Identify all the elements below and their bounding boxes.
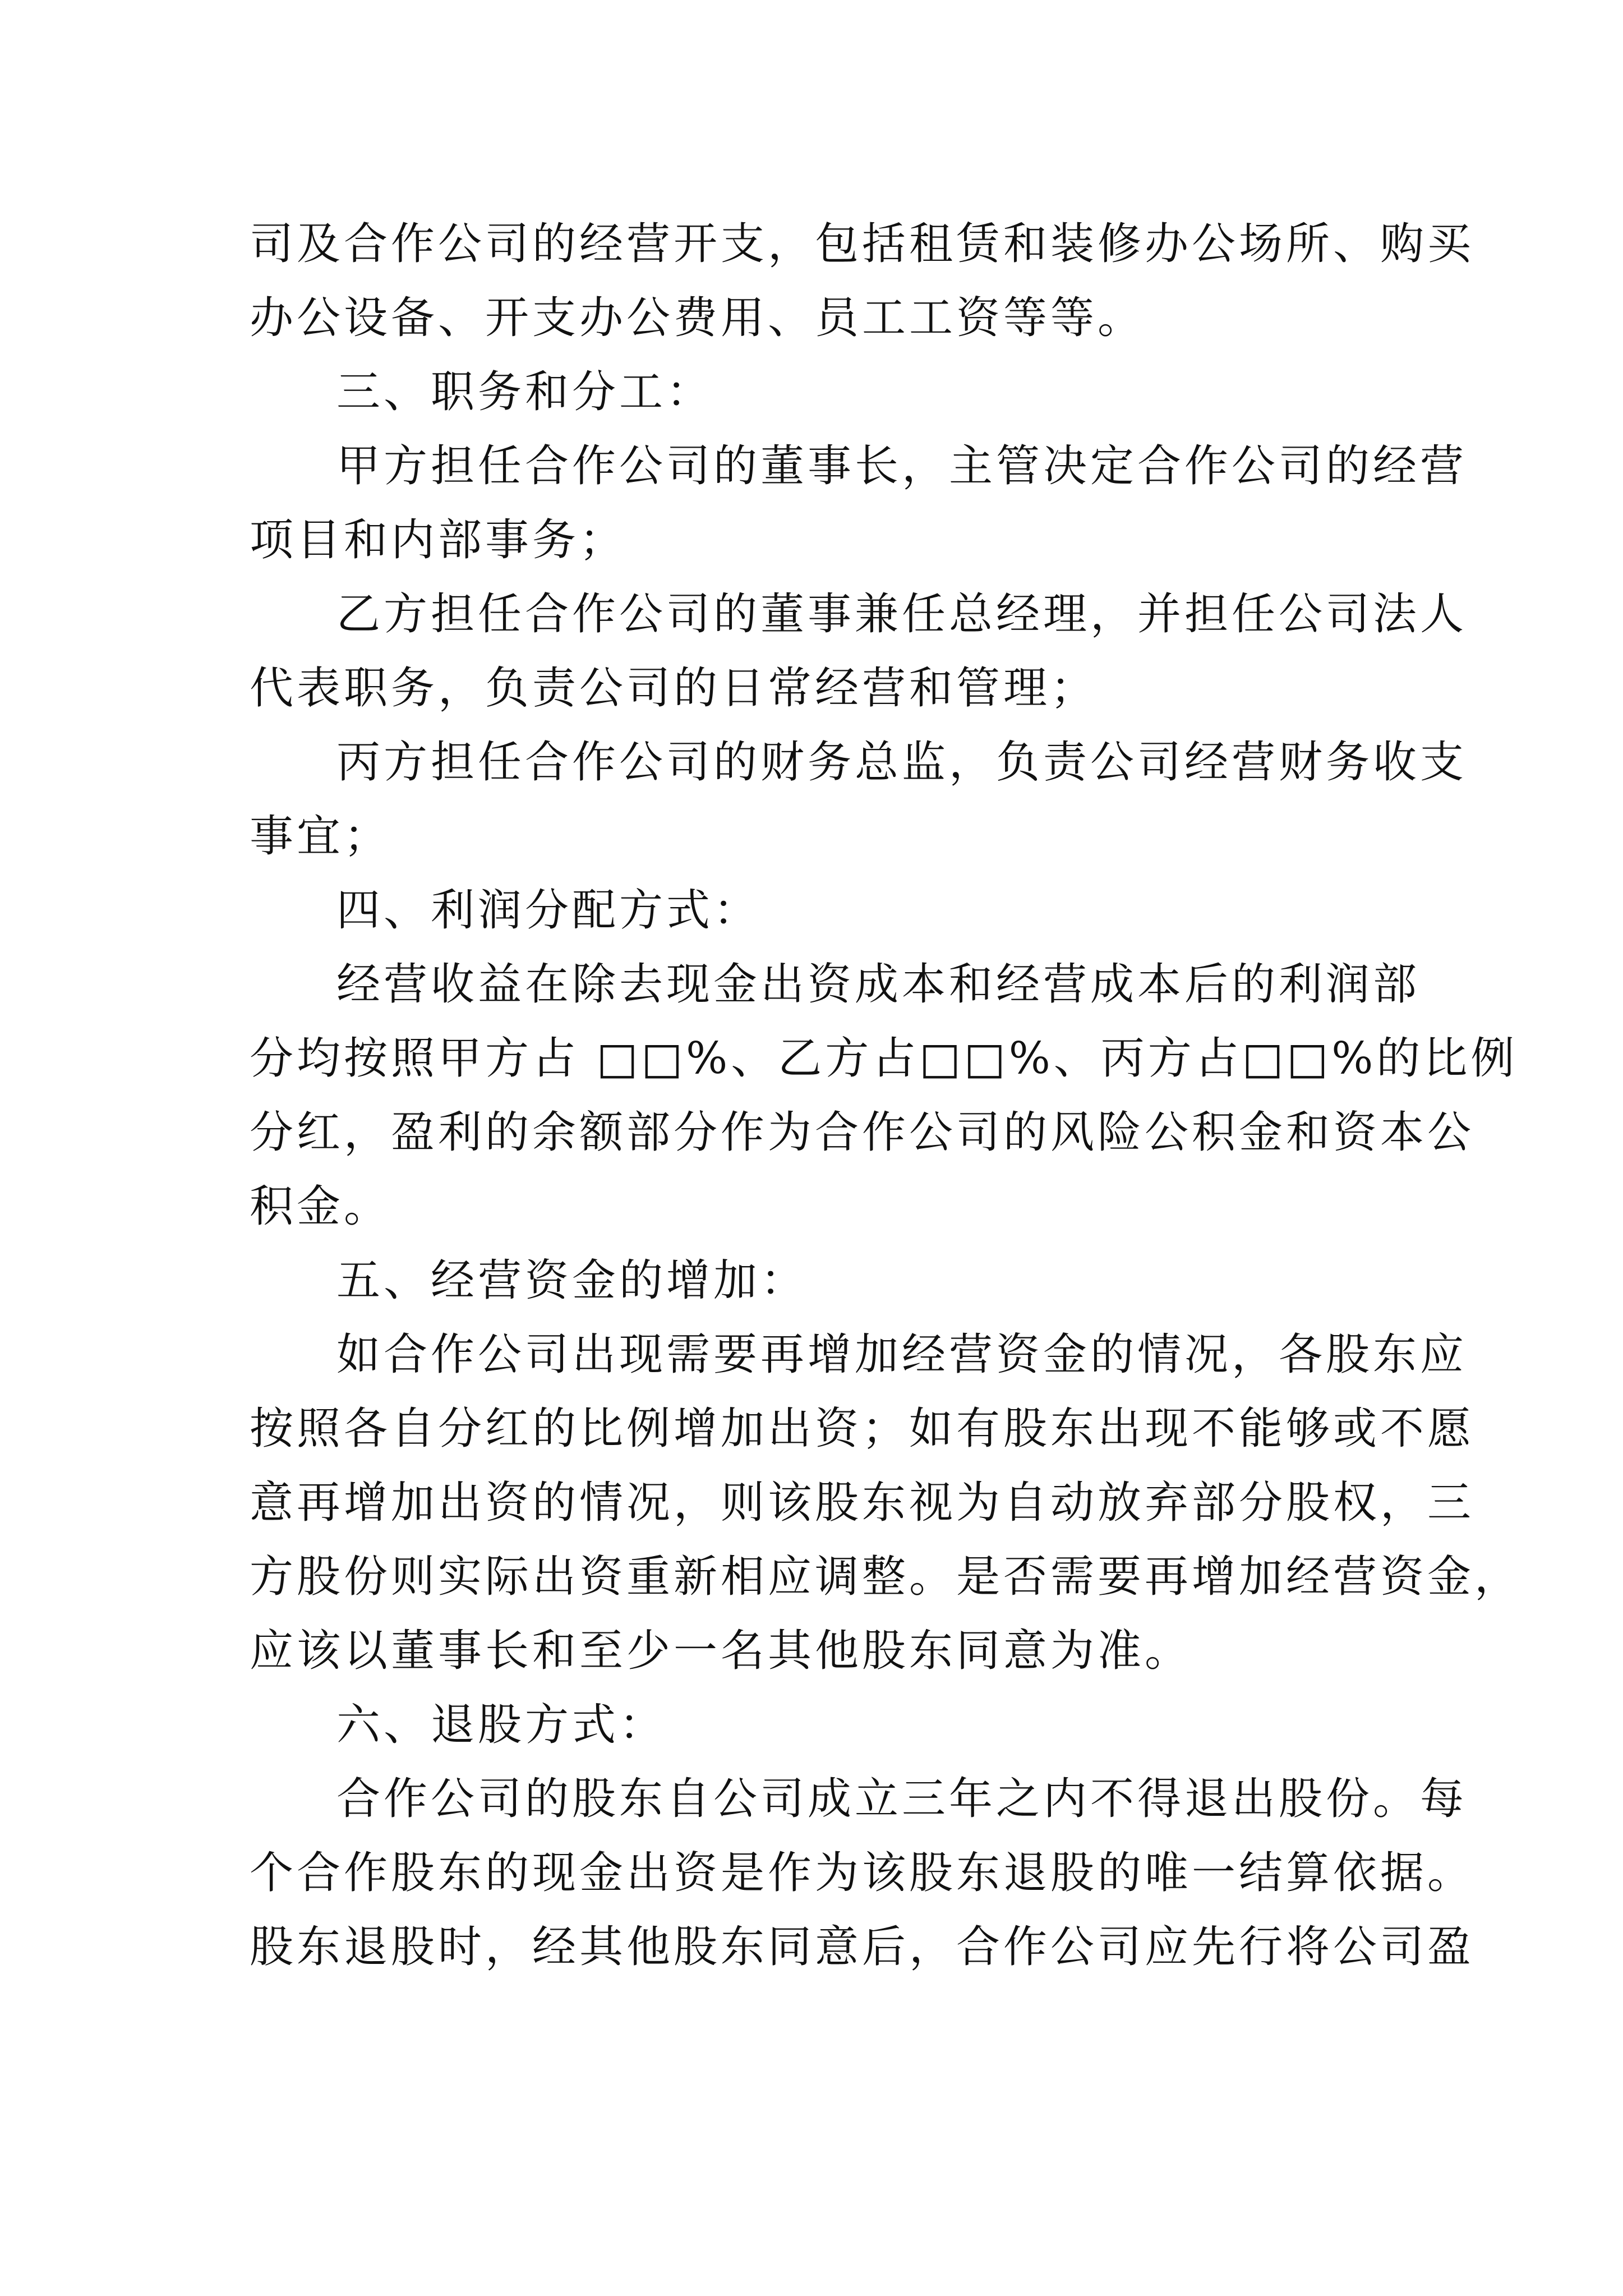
text-line: 积金。 bbox=[250, 1181, 391, 1232]
text-line: 甲方担任合作公司的董事长，主管决定合作公司的经营 bbox=[336, 441, 1468, 491]
text-line: 方股份则实际出资重新相应调整。是否需要再增加经营资金， bbox=[250, 1552, 1522, 1602]
text-line: 事宜； bbox=[250, 811, 391, 862]
text-line: 项目和内部事务； bbox=[250, 515, 627, 565]
text-line: 个合作股东的现金出资是作为该股东退股的唯一结算依据。 bbox=[250, 1848, 1475, 1898]
text-line: 股东退股时，经其他股东同意后，合作公司应先行将公司盈 bbox=[250, 1922, 1475, 1972]
text-line: 意再增加出资的情况，则该股东视为自动放弃部分股权，三 bbox=[250, 1478, 1475, 1528]
text-line: 司及合作公司的经营开支，包括租赁和装修办公场所、购买 bbox=[250, 219, 1475, 269]
text-line: 按照各自分红的比例增加出资；如有股东出现不能够或不愿 bbox=[250, 1404, 1475, 1454]
section-heading: 三、职务和分工： bbox=[336, 367, 714, 417]
section-heading: 四、利润分配方式： bbox=[336, 885, 761, 936]
section-heading: 六、退股方式： bbox=[336, 1700, 667, 1750]
text-line: 经营收益在除去现金出资成本和经营成本后的利润部 bbox=[336, 959, 1421, 1010]
section-heading: 五、经营资金的增加： bbox=[336, 1255, 808, 1306]
text-line: 办公设备、开支办公费用、员工工资等等。 bbox=[250, 293, 1145, 343]
text-line: 如合作公司出现需要再增加经营资金的情况，各股东应 bbox=[336, 1329, 1468, 1380]
text-line: 乙方担任合作公司的董事兼任总经理，并担任公司法人 bbox=[336, 589, 1468, 639]
text-line: 分红，盈利的余额部分作为合作公司的风险公积金和资本公 bbox=[250, 1107, 1475, 1158]
text-line: 合作公司的股东自公司成立三年之内不得退出股份。每 bbox=[336, 1774, 1468, 1824]
text-line: 代表职务，负责公司的日常经营和管理； bbox=[250, 663, 1098, 714]
text-line: 应该以董事长和至少一名其他股东同意为准。 bbox=[250, 1626, 1192, 1676]
text-line: 丙方担任合作公司的财务总监，负责公司经营财务收支 bbox=[336, 737, 1468, 788]
text-line: 分均按照甲方占 □□%、乙方占□□%、丙方占□□%的比例 bbox=[250, 1033, 1518, 1084]
